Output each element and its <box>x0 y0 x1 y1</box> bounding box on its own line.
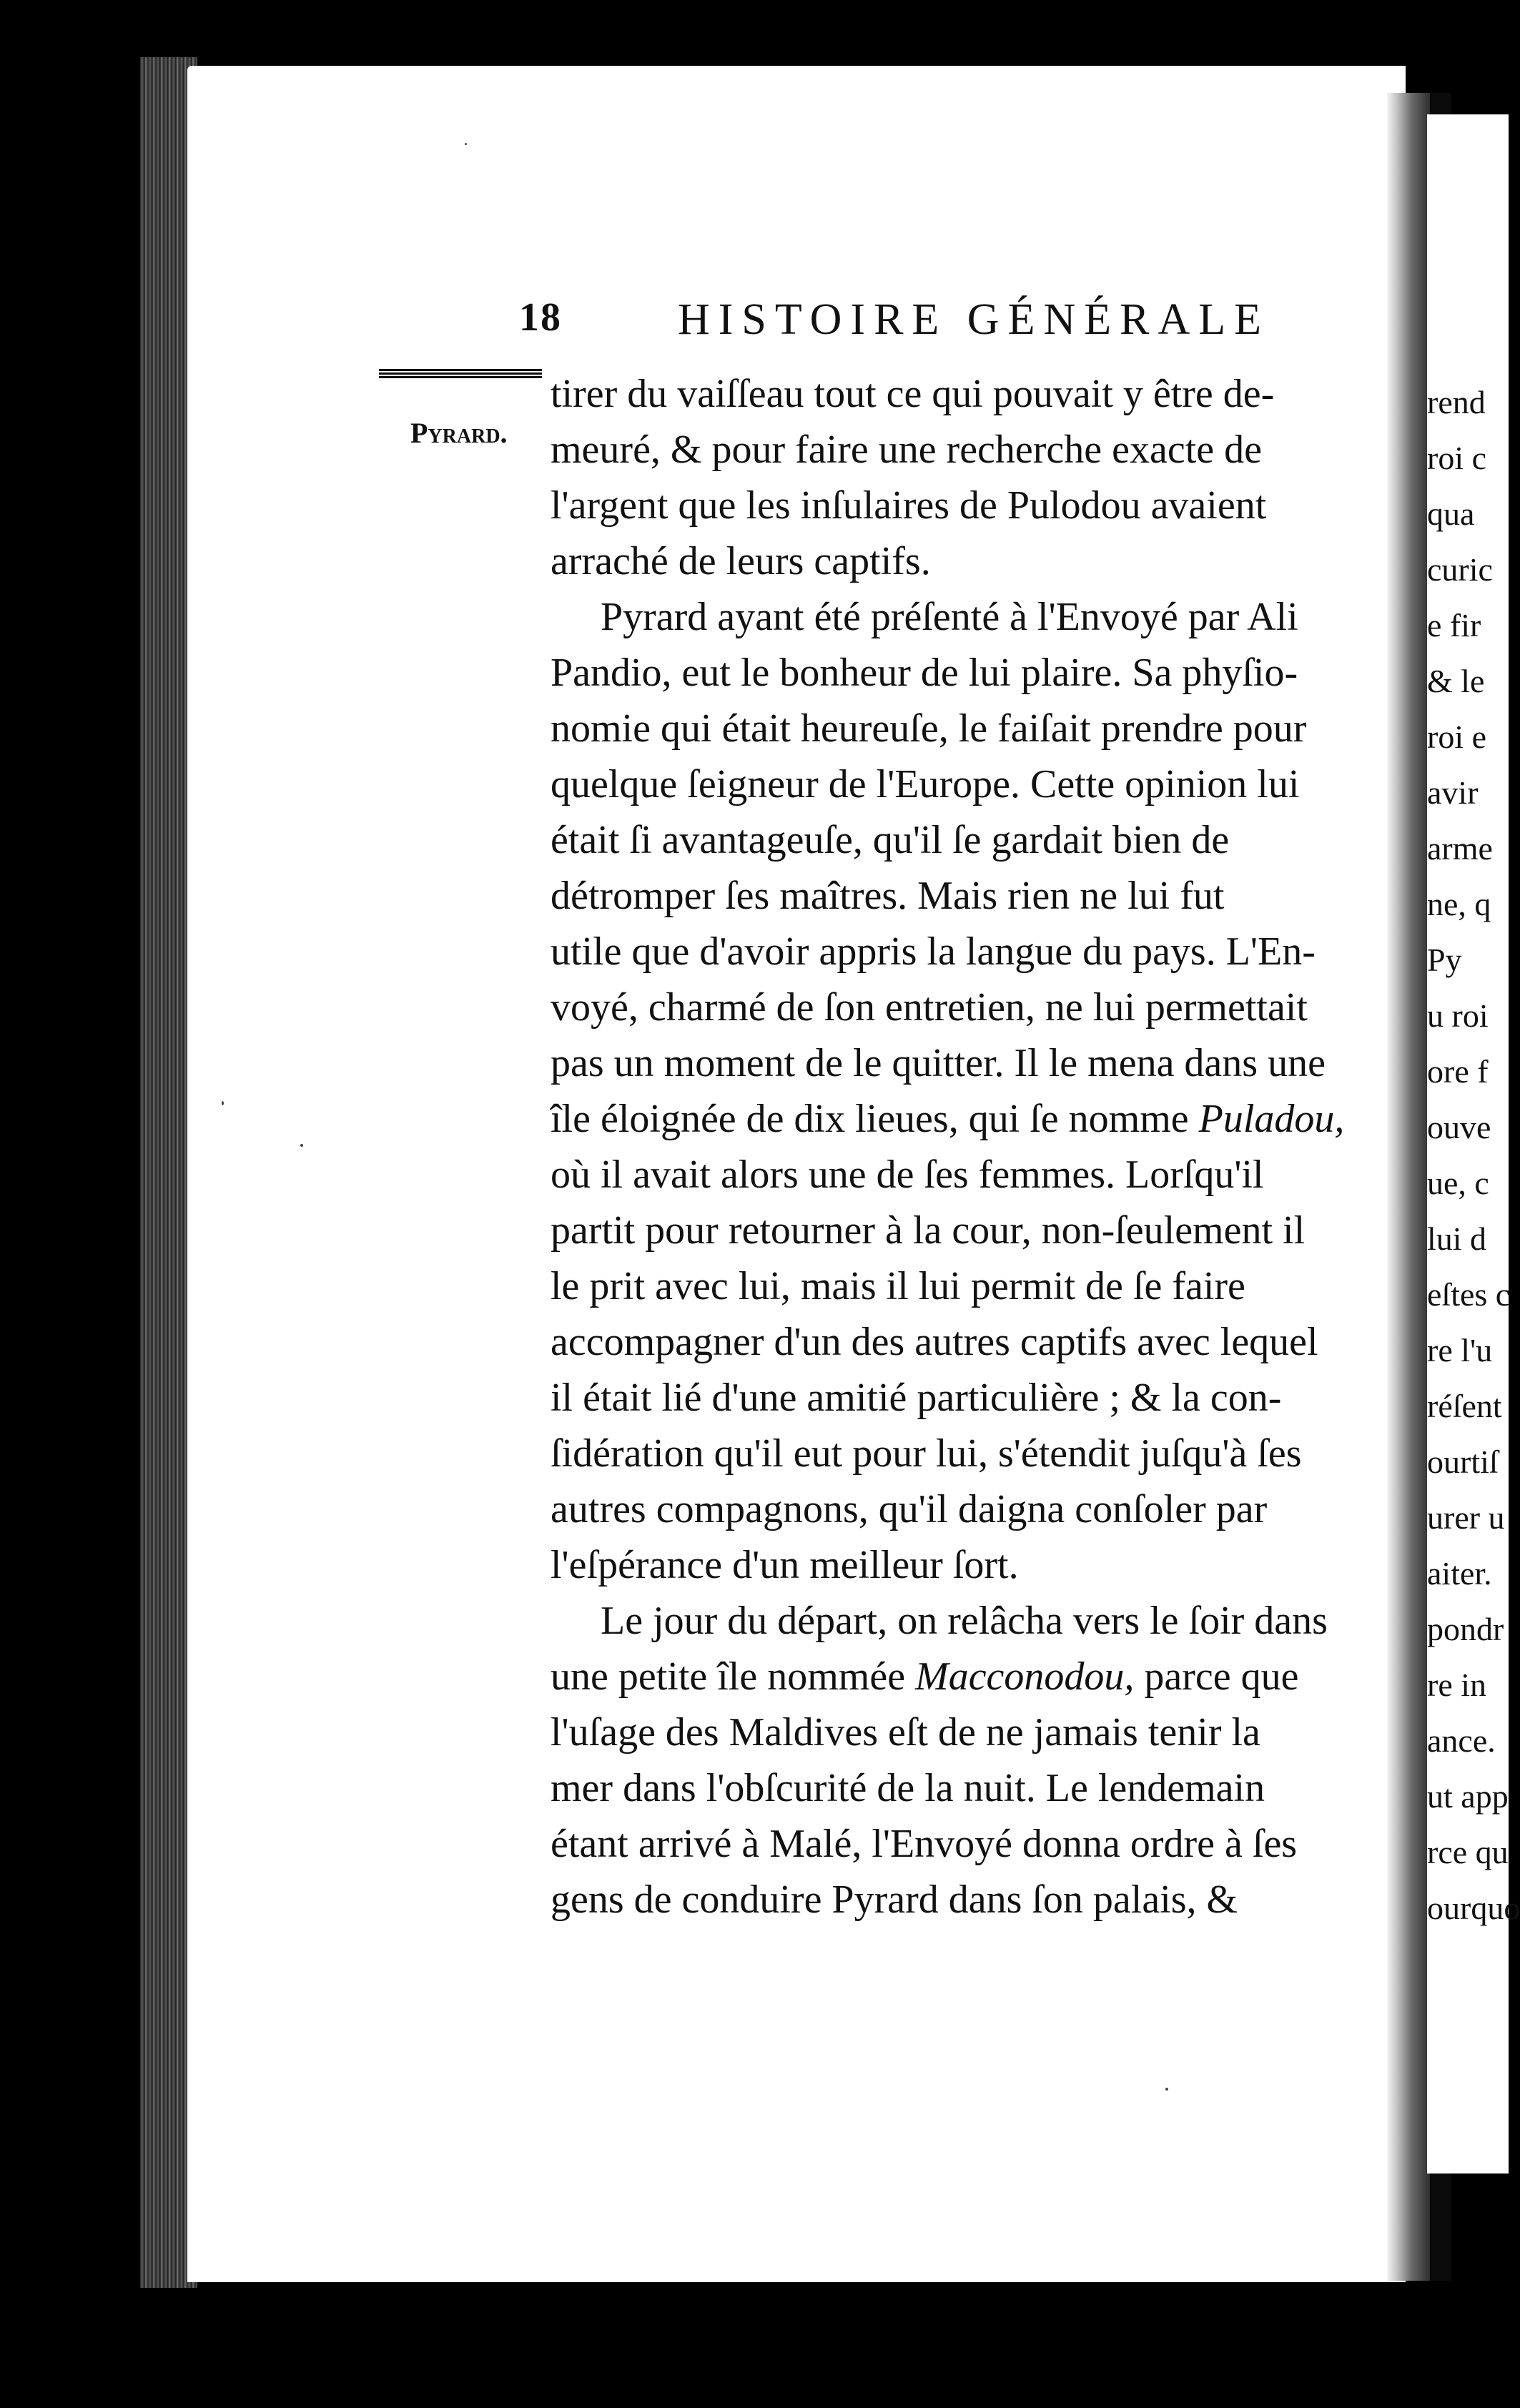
text-line-content: Pandio, eut le bonheur de lui plaire. Sa phyſio- <box>551 651 1298 695</box>
text-line-content: mer dans l'obſcurité de la nuit. Le lendemain <box>551 1766 1265 1810</box>
text-line-content: tirer du vaiſſeau tout ce qui pouvait y être de- <box>551 372 1275 416</box>
facing-page-line: re in <box>1427 1667 1487 1703</box>
text-line <box>551 535 1387 588</box>
running-title: HISTOIRE GÉNÉRALE <box>678 295 1270 344</box>
text-line-content: était ſi avantageuſe, qu'il ſe gardait bien de <box>551 818 1230 862</box>
text-line-content: gens de conduire Pyrard dans ſon palais, & <box>551 1877 1238 1922</box>
text-line-content: île éloignée de dix lieues, qui ſe nomme <box>551 1097 1199 1141</box>
text-line <box>551 869 1387 922</box>
binding-gutter-shadow <box>1387 93 1431 2281</box>
facing-page-line: ut app <box>1427 1778 1509 1815</box>
text-line <box>551 423 1387 476</box>
text-line <box>551 981 1387 1034</box>
facing-page-line: ance. <box>1427 1722 1496 1759</box>
text-line-tail: parce que <box>1134 1654 1299 1699</box>
text-line-content: autres compagnons, qu'il daigna conſoler par <box>551 1487 1268 1531</box>
text-line-content: utile que d'avoir appris la langue du pays. L'En- <box>551 929 1316 974</box>
facing-page-line: qua <box>1427 495 1475 532</box>
facing-page-line: roi e <box>1427 719 1487 755</box>
facing-page-line: pondr <box>1427 1611 1504 1647</box>
facing-page-line: aiter. <box>1427 1555 1492 1592</box>
text-line-content: détromper ſes maîtres. Mais rien ne lui fut <box>551 874 1225 918</box>
text-line-content: meuré, & pour faire une recherche exacte de <box>551 428 1262 472</box>
facing-page-line: ourtiſ <box>1427 1444 1499 1480</box>
text-line <box>551 1483 1387 1536</box>
facing-page-line: ue, c <box>1427 1165 1489 1201</box>
facing-page-line: e fir <box>1427 607 1481 643</box>
text-line-content: Le jour du départ, on relâcha vers le ſoir dans <box>601 1599 1328 1643</box>
facing-page-line: ourquo <box>1427 1890 1520 1926</box>
facing-page-line: re l'u <box>1427 1332 1493 1368</box>
text-line-content: nomie qui était heureuſe, le faiſait prendre pour <box>551 706 1307 751</box>
text-line <box>551 925 1387 978</box>
text-line-content: voyé, charmé de ſon entretien, ne lui permettait <box>551 985 1308 1030</box>
text-line <box>551 1148 1387 1201</box>
facing-page-line: roi c <box>1427 440 1487 476</box>
text-line-content: l'argent que les inſulaires de Pulodou avaient <box>551 483 1267 528</box>
facing-page-line: arme <box>1427 830 1493 867</box>
text-line <box>601 1594 1387 1647</box>
text-line-content: étant arrivé à Malé, l'Envoyé donna ordre à ſes <box>551 1822 1298 1866</box>
scan-speck <box>1165 2088 1168 2091</box>
italic-place-name: Macconodou, <box>915 1654 1135 1699</box>
text-line <box>551 1539 1387 1592</box>
text-line-content: ſidération qu'il eut pour lui, s'étendit juſqu'à ſes <box>551 1431 1302 1476</box>
text-line <box>551 1371 1387 1424</box>
text-line <box>551 1427 1387 1480</box>
text-line-content: pas un moment de le quitter. Il le mena dans une <box>551 1041 1326 1085</box>
scan-speck <box>300 1144 303 1147</box>
margin-note: Pyrard. <box>410 417 508 449</box>
text-line <box>551 1706 1387 1759</box>
page-number: 18 <box>519 295 562 340</box>
text-line-content: l'eſpérance d'un meilleur ſort. <box>551 1543 1019 1587</box>
text-line <box>551 1316 1387 1368</box>
text-line <box>551 367 1387 420</box>
text-line <box>551 814 1387 867</box>
facing-page-line: lui d <box>1427 1220 1487 1257</box>
facing-page-fragment <box>1427 114 1520 2173</box>
facing-page-line: urer u <box>1427 1499 1505 1536</box>
text-line <box>551 1092 1387 1145</box>
text-line <box>551 1037 1387 1090</box>
text-line <box>551 1817 1387 1870</box>
text-line <box>551 646 1387 699</box>
text-line-content: arraché de leurs captifs. <box>551 539 931 583</box>
facing-page-line: Py <box>1427 942 1462 978</box>
running-head <box>519 295 1363 345</box>
facing-page-line: ne, q <box>1427 886 1491 922</box>
facing-page-line: & le <box>1427 663 1485 699</box>
text-line <box>551 1762 1387 1815</box>
text-line <box>551 702 1387 755</box>
italic-place-name: Puladou, <box>1198 1097 1345 1141</box>
text-line-content: quelque ſeigneur de l'Europe. Cette opinion lui <box>551 762 1300 806</box>
text-line <box>551 1260 1387 1313</box>
text-line <box>551 1204 1387 1257</box>
text-line <box>551 479 1387 532</box>
text-line-content: Pyrard ayant été préſenté à l'Envoyé par Ali <box>601 595 1298 639</box>
text-line-content: une petite île nommée <box>551 1654 916 1699</box>
text-line-content: où il avait alors une de ſes femmes. Lorſqu'il <box>551 1153 1264 1197</box>
facing-page-line: rend <box>1427 384 1486 420</box>
facing-page-line: ore f <box>1427 1053 1489 1090</box>
text-line <box>551 1873 1387 1926</box>
facing-page-line: ouve <box>1427 1109 1491 1145</box>
text-line-content: accompagner d'un des autres captifs avec lequel <box>551 1320 1318 1364</box>
facing-page-line: u roi <box>1427 997 1489 1034</box>
text-line <box>601 591 1387 643</box>
text-line <box>551 758 1387 811</box>
scan-speck <box>222 1101 224 1105</box>
facing-page-line: curic <box>1427 551 1493 588</box>
facing-page-line: avir <box>1427 774 1479 811</box>
facing-page-line: rce qu <box>1427 1834 1509 1870</box>
facing-page-line: eſtes c <box>1427 1276 1511 1313</box>
text-line-content: l'uſage des Maldives eſt de ne jamais tenir la <box>551 1710 1260 1755</box>
marginal-rule <box>379 369 542 379</box>
text-line-content: le prit avec lui, mais il lui permit de ſe faire <box>551 1264 1245 1308</box>
text-line-content: il était lié d'une amitié particulière ; & la con- <box>551 1376 1282 1420</box>
text-line <box>551 1650 1387 1703</box>
scan-speck <box>465 143 467 145</box>
facing-page-line: réſent <box>1427 1388 1502 1424</box>
text-line-content: partit pour retourner à la cour, non-ſeulement il <box>551 1208 1306 1253</box>
